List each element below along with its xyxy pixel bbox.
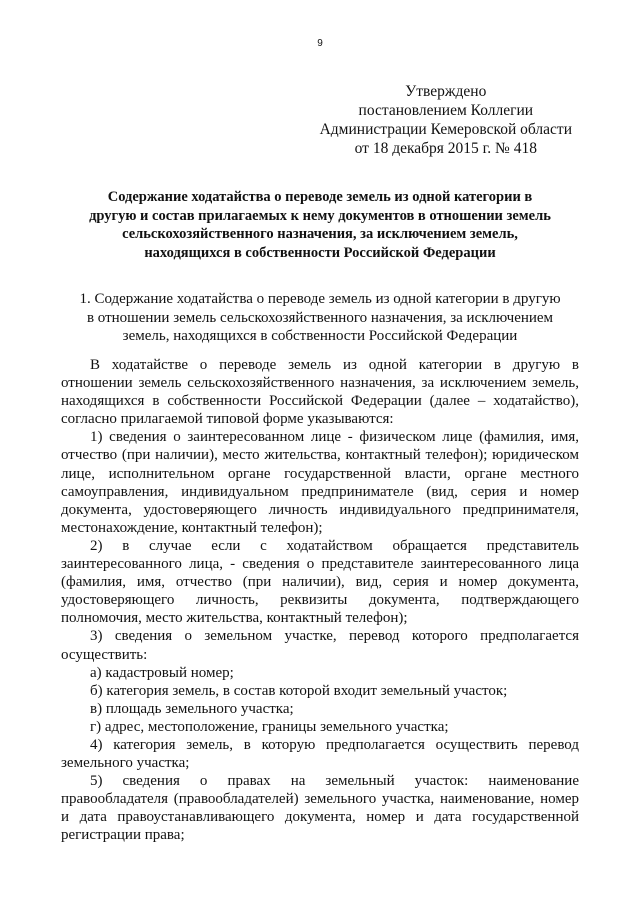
sub-item-d: г) адрес, местоположение, границы земельного участка; [90, 718, 449, 735]
paragraph-intro-line: В ходатайстве о переводе земель из одной категории в другую в [90, 357, 579, 373]
item-4-line: земельного участка; [61, 755, 190, 772]
sub-item-a: а) кадастровый номер; [90, 664, 234, 681]
item-3-line: осуществить: [61, 646, 148, 663]
item-2-line: заинтересованного лица, - сведения о представителе заинтересованного лица [61, 556, 579, 573]
sub-item-c: в) площадь земельного участка; [90, 700, 294, 717]
approval-stamp-block [320, 82, 572, 158]
title-line: находящихся в собственности Российской Федерации [144, 244, 496, 261]
item-1-line: 1) сведения о заинтересованном лице - физическом лице (фамилия, имя, [90, 429, 579, 446]
paragraph-intro-line: находящихся в собственности Российской Федерации (далее – ходатайство), [61, 393, 579, 410]
sub-item-b: б) категория земель, в состав которой входит земельный участок; [90, 682, 508, 699]
item-2-line: полномочия, место жительства, контактный телефон); [61, 610, 408, 627]
item-5-line: правообладателя (правообладателей) земельного участка, наименование, номер [61, 791, 579, 808]
item-2-line: 2) в случае если с ходатайством обращается представитель [90, 537, 579, 554]
title-line: сельскохозяйственного назначения, за исключением земель, [122, 226, 518, 242]
section-heading-line: в отношении земель сельскохозяйственного назначения, за исключением [86, 309, 554, 326]
item-1-line: местонахождение, контактный телефон); [61, 519, 323, 536]
approval-line: Утверждено [405, 83, 487, 100]
title-line: Содержание ходатайства о переводе земель из одной категории в [107, 189, 533, 205]
paragraph-intro-line: согласно прилагаемой типовой форме указываются: [61, 411, 394, 428]
body-text [61, 356, 579, 845]
item-1-line: лице, исполнительном органе государственной власти, органе местного [61, 465, 579, 482]
item-3-line: 3) сведения о земельном участке, перевод которого предполагается [90, 628, 579, 645]
item-1-line: документа, удостоверяющего личность индивидуального предпринимателя, [61, 501, 579, 518]
item-4-line: 4) категория земель, в которую предполагается осуществить перевод [90, 736, 579, 753]
item-2-line: удостоверяющего личность, реквизиты документа, подтверждающего [61, 592, 579, 609]
item-1-line: отчество (при наличии), место жительства, контактный телефон); юридическом [61, 447, 579, 464]
paragraph-intro-line: отношении земель сельскохозяйственного назначения, за исключением земель, [61, 375, 579, 392]
approval-line: от 18 декабря 2015 г. № 418 [354, 140, 537, 157]
title-line: другую и состав прилагаемых к нему документов в отношении земель [89, 207, 551, 224]
section-heading [62, 290, 578, 346]
approval-line: постановлением Коллегии [358, 102, 534, 119]
approval-line: Администрации Кемеровской области [319, 121, 572, 138]
item-2-line: (фамилия, имя, отчество (при наличии), вид, серия и номер документа, [61, 574, 579, 591]
document-title [62, 188, 578, 262]
page-number: 9 [317, 38, 323, 49]
section-heading-line: земель, находящихся в собственности Российской Федерации [122, 328, 518, 344]
section-heading-line: 1. Содержание ходатайства о переводе земель из одной категории в другую [79, 291, 561, 307]
item-5-line: 5) сведения о правах на земельный участок: наименование [90, 773, 579, 790]
item-5-line: и дата правоустанавливающего документа, номер и дата государственной [61, 809, 579, 826]
item-5-line: регистрации права; [61, 827, 185, 844]
item-1-line: самоуправления, индивидуальном предпринимателе (вид, серия и номер [61, 483, 579, 500]
